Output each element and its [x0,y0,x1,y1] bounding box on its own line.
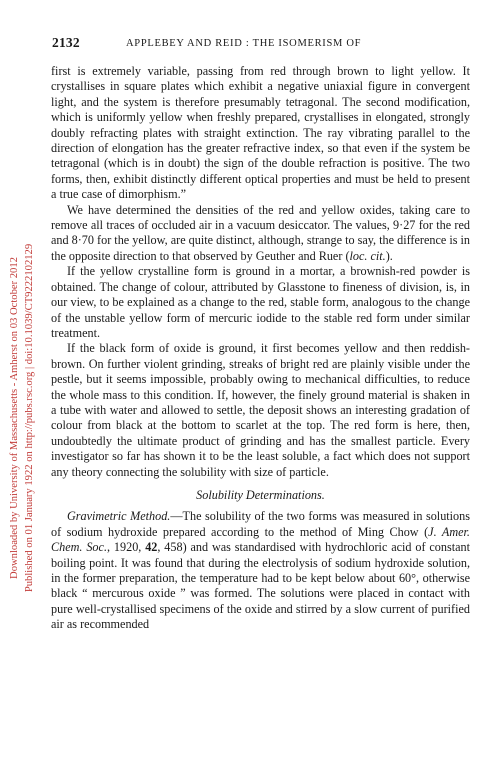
citation-loc-cit: loc. cit. [349,248,386,263]
article-body [51,64,470,633]
running-head: APPLEBEY AND REID : THE ISOMERISM OF [126,38,362,49]
section-heading: Solubility Determinations. [196,487,325,502]
paragraph-yellow-grinding: If the yellow crystalline form is ground in a mortar, a brownish-red powder is obtained. The change of colour, attributed by Glasstone to fineness of division, is, in our view, to be explained as a change to the red, stable form, analogous to the change of the unstable yellow form of mercuric iodide to the stable red form under similar treatment. [51,264,470,340]
watermark-line-downloaded: Downloaded by University of Massachusetts - Amherst on 03 October 2012 [9,257,20,579]
page-number: 2132 [52,35,80,50]
watermark-line-published: Published on 01 January 1922 on http://pubs.rsc.org | doi:10.1039/CT9222102129 [24,243,35,593]
journal-citation: J. Amer. Chem. Soc. [51,524,470,555]
paragraph-black-grinding: If the black form of oxide is ground, it first becomes yellow and then reddish-brown. On further violent grinding, streaks of bright red are plainly visible under the pestle, but it seems impossible, probably owing to mechanical difficulties, to reduce the whole mass to this condition. If, however, the finely ground material is shaken in a tube with water and allowed to settle, the deposit shows an interesting gradation of colour from black at the bottom to scarlet at the top. The red form is here, then, undoubtedly the ultimate product of grinding and has the smallest particle. Every investigator so far has shown it to be the least soluble, a fact which does not support any theory connecting the solubility with size of particle. [51,341,470,479]
method-lead: Gravimetric Method. [67,509,171,524]
densities-text: We have determined the densities of the red and yellow oxides, taking care to remove all traces of occluded air in a vacuum desiccator. The values, 9·27 for the red and 8·70 for the yellow, are quite distinct, although, strange to say, the difference is in the opposite direction to that observed by Geuther and Ruer ( [51,202,470,263]
method-text: —The solubility of the two forms was measured in solutions of sodium hydroxide prepared according to the method of Ming Chow ( [51,509,470,539]
journal-volume: 42 [145,540,158,555]
paragraph-densities [51,203,470,265]
densities-text-end: ). [385,248,393,263]
paragraph-gravimetric-method [51,509,470,632]
download-watermark [4,158,40,678]
paragraph-dimorphism: first is extremely variable, passing from red through brown to light yellow. It crystallises in square plates which exhibit a negative uniaxial figure in convergent light, and the system is therefore presumably tetragonal. The second modification, which is uniformly yellow when freshly prepared, crystallises in elongated, strongly doubly refracting plates with straight extinction. The ray vibrating parallel to the direction of elongation has the greater refractive index, so that even if the system be tetragonal (which is in doubt) the sign of the double refraction is positive. The two forms, then, exhibit distinctly different optical properties and must be held to present a true case of dimorphism.” [51,64,470,202]
method-text-3: , 458) and was standardised with hydrochloric acid of constant boiling point. It was found that during the electrolysis of sodium hydroxide solution, in the former preparation, the temperature had to be kept below about 60°, otherwise black “ mercurous oxide ” was formed. The solutions were placed in contact with pure well-crystallised specimens of the oxide and stirred by a slow current of purified air as recommended [51,540,471,632]
method-text-2: , 1920, [107,540,146,555]
